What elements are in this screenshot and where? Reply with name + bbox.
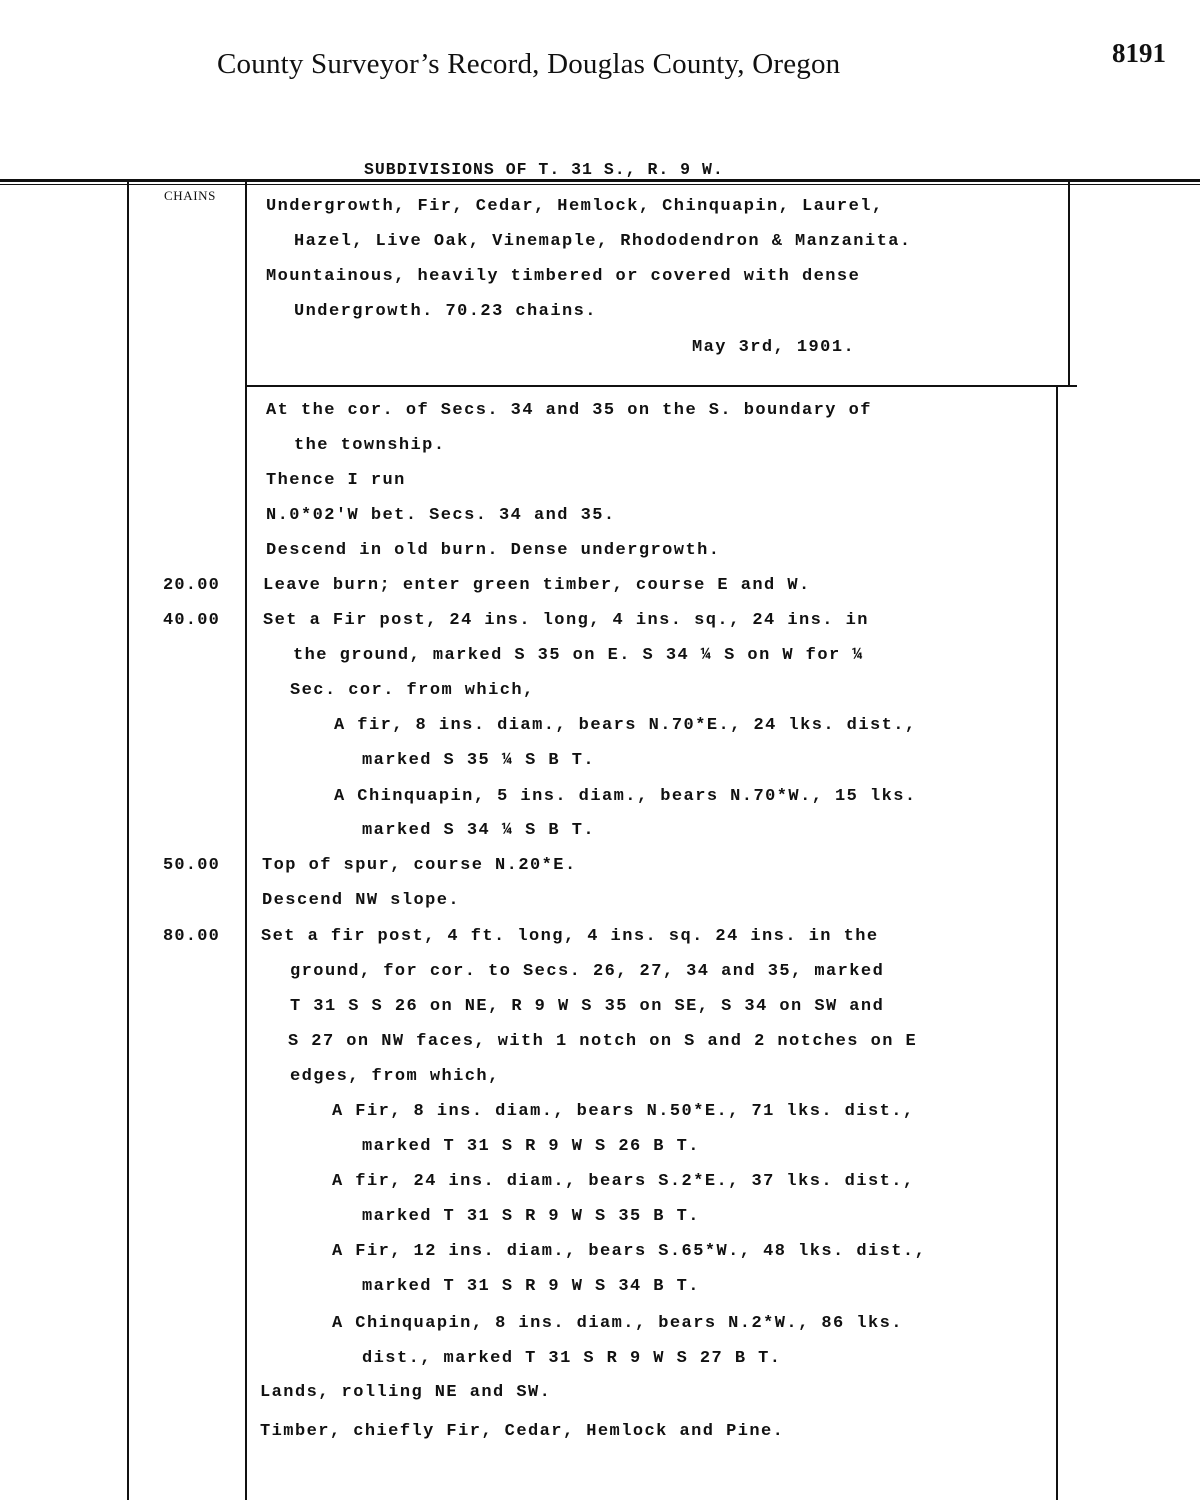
entry-line: A fir, 8 ins. diam., bears N.70*E., 24 lks. dist.,	[334, 716, 917, 735]
entry-line: Thence I run	[266, 471, 406, 490]
page-title: County Surveyor’s Record, Douglas County, Oregon	[217, 48, 841, 80]
entry-line: Timber, chiefly Fir, Cedar, Hemlock and Pine.	[260, 1422, 785, 1441]
entry-line: A Chinquapin, 5 ins. diam., bears N.70*W., 15 lks.	[334, 787, 917, 806]
summary-line: Undergrowth, Fir, Cedar, Hemlock, Chinquapin, Laurel,	[266, 197, 884, 216]
chains-value: 40.00	[163, 611, 221, 630]
summary-line: Mountainous, heavily timbered or covered with dense	[266, 267, 861, 286]
entry-line: A Fir, 8 ins. diam., bears N.50*E., 71 lks. dist.,	[332, 1102, 915, 1121]
summary-line: Hazel, Live Oak, Vinemaple, Rhododendron & Manzanita.	[294, 232, 912, 251]
entry-line: Set a Fir post, 24 ins. long, 4 ins. sq., 24 ins. in	[263, 611, 869, 630]
summary-box-bottom-border	[245, 385, 1077, 387]
entry-line: A Chinquapin, 8 ins. diam., bears N.2*W., 86 lks.	[332, 1314, 903, 1333]
entry-line: Top of spur, course N.20*E.	[262, 856, 577, 875]
entry-line: marked T 31 S R 9 W S 26 B T.	[362, 1137, 700, 1156]
entry-line: marked T 31 S R 9 W S 35 B T.	[362, 1207, 700, 1226]
page-number: 8191	[1112, 38, 1166, 68]
chains-value: 20.00	[163, 576, 221, 595]
summary-line: Undergrowth. 70.23 chains.	[294, 302, 597, 321]
entry-line: N.0*02'W bet. Secs. 34 and 35.	[266, 506, 616, 525]
chains-column-header: CHAINS	[164, 188, 216, 203]
entry-line: edges, from which,	[290, 1067, 500, 1086]
entry-line: Descend in old burn. Dense undergrowth.	[266, 541, 721, 560]
entry-line: Lands, rolling NE and SW.	[260, 1383, 552, 1402]
chains-value: 50.00	[163, 856, 221, 875]
chains-value: 80.00	[163, 927, 221, 946]
entry-line: the ground, marked S 35 on E. S 34 ¼ S on W for ¼	[293, 646, 864, 665]
summary-box-right-border	[1068, 182, 1070, 387]
entry-line: marked S 34 ¼ S B T.	[362, 821, 596, 840]
entry-line: marked S 35 ¼ S B T.	[362, 751, 596, 770]
top-rule-thin	[0, 184, 1200, 185]
section-subheading: SUBDIVISIONS OF T. 31 S., R. 9 W.	[364, 160, 724, 179]
entry-line: the township.	[294, 436, 446, 455]
entry-line: ground, for cor. to Secs. 26, 27, 34 and 35, marked	[290, 962, 885, 981]
top-rule	[0, 179, 1200, 182]
entry-line: marked T 31 S R 9 W S 34 B T.	[362, 1277, 700, 1296]
entry-line: At the cor. of Secs. 34 and 35 on the S. boundary of	[266, 401, 872, 420]
entry-line: Leave burn; enter green timber, course E and W.	[263, 576, 811, 595]
entry-line: A Fir, 12 ins. diam., bears S.65*W., 48 lks. dist.,	[332, 1242, 927, 1261]
summary-date: May 3rd, 1901.	[692, 338, 856, 357]
entry-line: T 31 S S 26 on NE, R 9 W S 35 on SE, S 34 on SW and	[290, 997, 885, 1016]
entry-line: dist., marked T 31 S R 9 W S 27 B T.	[362, 1349, 782, 1368]
entry-line: S 27 on NW faces, with 1 notch on S and 2 notches on E	[288, 1032, 918, 1051]
entry-line: A fir, 24 ins. diam., bears S.2*E., 37 lks. dist.,	[332, 1172, 915, 1191]
entry-line: Descend NW slope.	[262, 891, 461, 910]
entry-line: Sec. cor. from which,	[290, 681, 535, 700]
text-column-right-border	[1056, 387, 1058, 1500]
left-margin-line	[127, 182, 129, 1500]
chains-column-divider	[245, 182, 247, 1500]
entry-line: Set a fir post, 4 ft. long, 4 ins. sq. 24 ins. in the	[261, 927, 879, 946]
